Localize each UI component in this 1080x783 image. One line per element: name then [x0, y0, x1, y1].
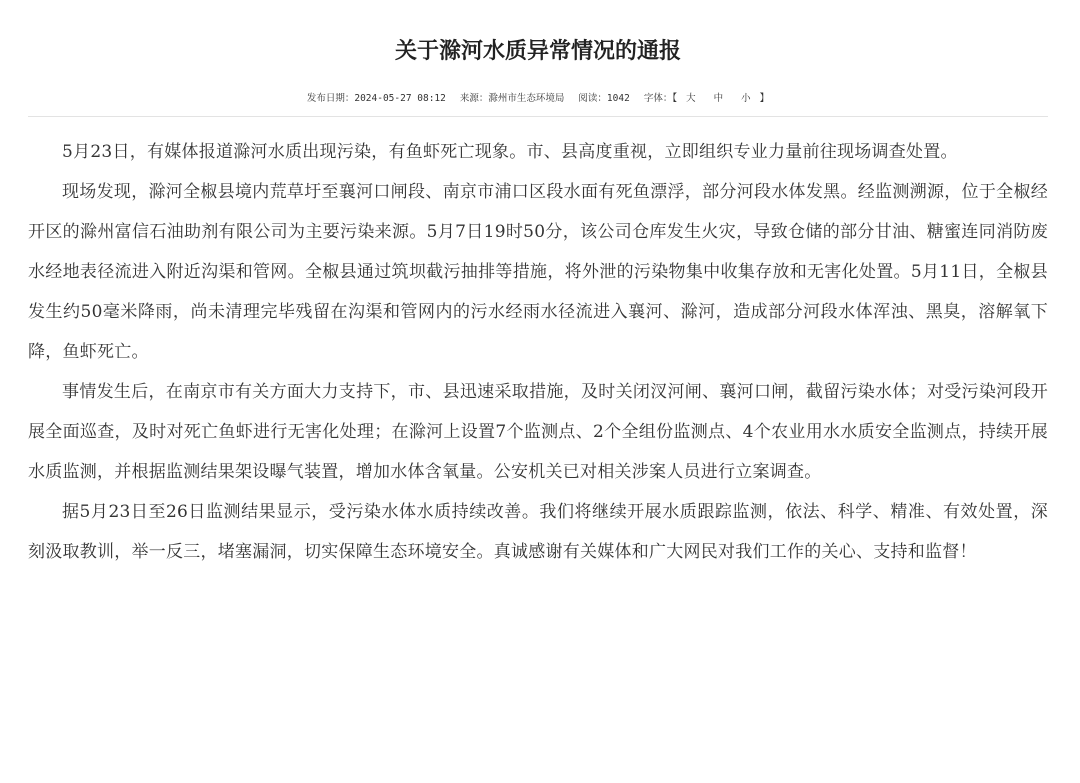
body-paragraph: 据5月23日至26日监测结果显示，受污染水体水质持续改善。我们将继续开展水质跟踪监测，依法、科学、精准、有效处置，深刻汲取教训，举一反三，堵塞漏洞，切实保障生态环境安全。真诚感谢有关媒体和广大网民对我们工作的关心、支持和监督！ — [28, 502, 1048, 562]
article-title: 关于滁河水质异常情况的通报 — [394, 39, 681, 64]
font-size-label: 字体： — [643, 93, 673, 104]
article-meta — [28, 92, 1048, 106]
publish-date-label: 发布日期： — [306, 93, 355, 104]
body-paragraph: 事情发生后，在南京市有关方面大力支持下，市、县迅速采取措施，及时关闭汊河闸、襄河口闸，截留污染水体；对受污染河段开展全面巡查，及时对死亡鱼虾进行无害化处理；在滁河上设置7个监测点、2个全组份监测点、4个农业用水水质安全监测点，持续开展水质监测，并根据监测结果架设曝气装置，增加水体含氧量。公安机关已对相关涉案人员进行立案调查。 — [28, 382, 1048, 482]
publish-date: 2024-05-27 08:12 — [354, 93, 446, 104]
font-size-large-button[interactable]: 大 — [686, 93, 696, 104]
font-size-medium-button[interactable]: 中 — [713, 93, 724, 104]
body-paragraph: 5月23日，有媒体报道滁河水质出现污染，有鱼虾死亡现象。市、县高度重视，立即组织专业力量前往现场调查处置。 — [62, 142, 958, 162]
source: 滁州市生态环境局 — [488, 93, 565, 104]
article — [28, 0, 1048, 572]
article-body — [28, 132, 1048, 572]
source-label: 来源： — [459, 93, 489, 104]
title-divider — [28, 116, 1048, 117]
views-label: 阅读： — [578, 93, 607, 104]
font-size-small-button[interactable]: 小 — [741, 93, 751, 104]
font-size-bracket-close: 】 — [759, 93, 770, 104]
body-paragraph: 现场发现，滁河全椒县境内荒草圩至襄河口闸段、南京市浦口区段水面有死鱼漂浮，部分河段水体发黑。经监测溯源，位于全椒经开区的滁州富信石油助剂有限公司为主要污染来源。5月7日19时50分，该公司仓库发生火灾，导致仓储的部分甘油、糖蜜连同消防废水经地表径流进入附近沟渠和管网。全椒县通过筑坝截污抽排等措施，将外泄的污染物集中收集存放和无害化处置。5月11日，全椒县发生约50毫米降雨，尚未清理完毕残留在沟渠和管网内的污水经雨水径流进入襄河、滁河，造成部分河段水体浑浊、黑臭，溶解氧下降，鱼虾死亡。 — [28, 182, 1048, 362]
view-count: 1042 — [606, 93, 630, 104]
font-size-bracket-open: 【 — [672, 93, 678, 104]
